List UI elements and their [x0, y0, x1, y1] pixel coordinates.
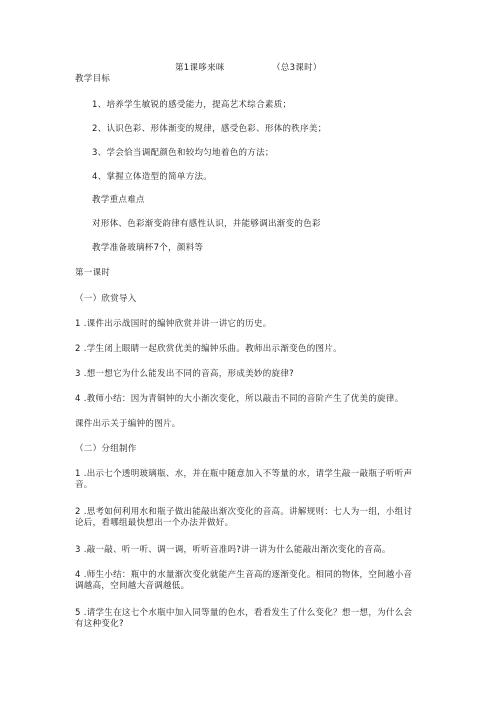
part2-item-4: 4 .师生小结：瓶中的水量渐次变化就能产生音高的逐渐变化。相同的物体，空间越小音调越高，空间越大音调越低。	[75, 570, 413, 591]
goals-heading: 教学目标	[75, 74, 111, 84]
lesson1-heading: 第一课时	[75, 268, 111, 278]
goal-item-3: 3、学会恰当调配颜色和较均匀地着色的方法；	[92, 148, 274, 158]
part1-item-4: 4 .教师小结：因为青铜钟的大小渐次变化，所以敲击不同的音阶产生了优美的旋律。	[75, 394, 404, 404]
lesson-title: 第1课哆来咪	[175, 63, 225, 73]
part2-heading: （二）分组制作	[75, 444, 137, 454]
goal-item-4: 4、掌握立体造型的简单方法。	[92, 172, 213, 182]
goal-item-2: 2、认识色彩、形体渐变的规律，感受色彩、形体的秩序美；	[92, 124, 327, 134]
part2-item-3: 3 .敲一敲、听一听、调一调，听听音准吗?讲一讲为什么能敲出渐次变化的音高。	[75, 545, 391, 555]
lesson-hours: （总3课时）	[272, 63, 322, 73]
part1-item-2: 2 .学生闭上眼睛一起欣赏优美的编钟乐曲。教师出示渐变色的图片。	[75, 344, 342, 354]
part2-item-1: 1 .出示七个透明玻璃瓶、水，并在瓶中随意加入不等量的水，请学生敲一敲瓶子听听声音。	[75, 469, 413, 490]
goal-item-1: 1、培养学生敏锐的感受能力，提高艺术综合素质；	[92, 100, 292, 110]
key-points-heading: 教学重点难点	[92, 195, 145, 205]
part2-item-5: 5 .请学生在这七个水瓶中加入同等量的色水，看看发生了什么变化？想一想，为什么会有这种变化?	[75, 608, 413, 629]
key-points-text: 对形体、色彩渐变韵律有感性认识，并能够调出渐变的色彩	[92, 219, 321, 229]
part1-note: 课件出示关于编钟的图片。	[75, 419, 181, 429]
part1-item-1: 1 .课件出示战国时的编钟欣赏并讲一讲它的历史。	[75, 319, 272, 329]
part1-item-3: 3 .想一想它为什么能发出不同的音高，形成美妙的旋律?	[75, 369, 294, 379]
preparation-text: 教学准备玻璃杯7个，颜料等	[92, 243, 204, 253]
part2-item-2: 2 .思考如何利用水和瓶子做出能敲出渐次变化的音高。讲解规则：七人为一组，小组讨论后，看哪组最快想出一个办法并做好。	[75, 507, 413, 528]
part1-heading: （一）欣赏导入	[75, 294, 137, 304]
